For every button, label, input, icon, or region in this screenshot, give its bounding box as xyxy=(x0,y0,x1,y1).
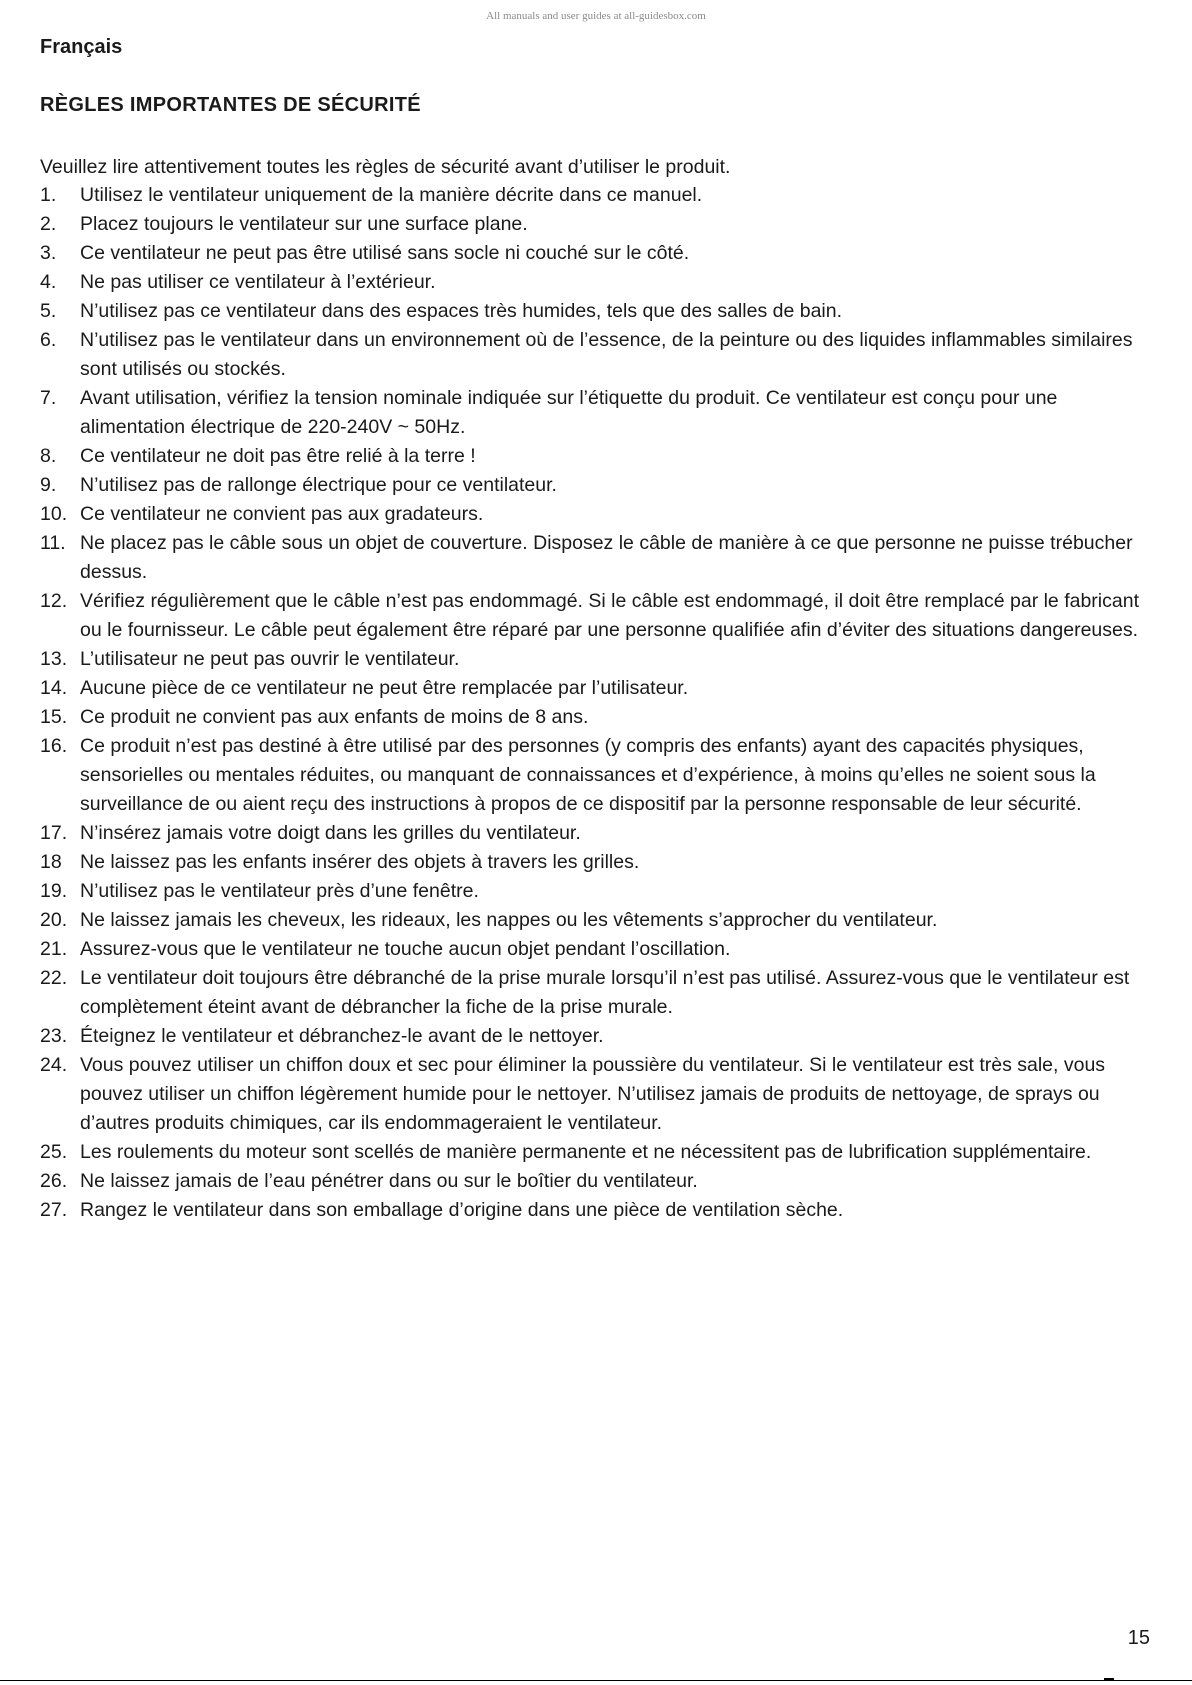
rule-number: 10. xyxy=(40,503,68,525)
rule-number: 26. xyxy=(40,1170,68,1192)
rule-item xyxy=(40,1022,1160,1051)
rule-text: Ce produit ne convient pas aux enfants de moins de 8 ans. xyxy=(80,706,589,728)
rule-text: Aucune pièce de ce ventilateur ne peut être remplacée par l’utilisateur. xyxy=(80,677,689,699)
rule-text: Le ventilateur doit toujours être débranché de la prise murale lorsqu’il n’est pas utilisé. Assurez-vous que le ventilateur est complètement éteint avant de débrancher la fiche de la prise murale. xyxy=(80,967,1130,1018)
rule-item xyxy=(40,906,1160,935)
rule-text: Les roulements du moteur sont scellés de manière permanente et ne nécessitent pas de lubrification supplémentaire. xyxy=(80,1141,1092,1163)
rule-number: 1. xyxy=(40,184,57,206)
rule-item xyxy=(40,674,1160,703)
rule-number: 15. xyxy=(40,706,68,728)
rule-text: Assurez-vous que le ventilateur ne touche aucun objet pendant l’oscillation. xyxy=(80,938,731,960)
rule-text: Utilisez le ventilateur uniquement de la manière décrite dans ce manuel. xyxy=(80,184,703,206)
rule-item xyxy=(40,819,1160,848)
rule-number: 3. xyxy=(40,242,57,264)
rule-number: 13. xyxy=(40,648,68,670)
rule-text: N’insérez jamais votre doigt dans les grilles du ventilateur. xyxy=(80,822,581,844)
rule-text: Avant utilisation, vérifiez la tension nominale indiquée sur l’étiquette du produit. Ce ventilateur est conçu pour une alimentation électrique de 220-240V ~ 50Hz. xyxy=(80,387,1058,438)
rule-number: 16. xyxy=(40,735,68,757)
rule-item xyxy=(40,1167,1160,1196)
rule-text: L’utilisateur ne peut pas ouvrir le ventilateur. xyxy=(80,648,460,670)
rule-number: 2. xyxy=(40,213,57,235)
rule-text: Ne laissez pas les enfants insérer des objets à travers les grilles. xyxy=(80,851,640,873)
rule-text: N’utilisez pas le ventilateur près d’une fenêtre. xyxy=(80,880,479,902)
rule-number: 4. xyxy=(40,271,57,293)
rule-number: 18 xyxy=(40,851,62,873)
rule-item xyxy=(40,645,1160,674)
rule-number: 20. xyxy=(40,909,68,931)
rule-text: Ne pas utiliser ce ventilateur à l’extérieur. xyxy=(80,271,436,293)
rule-number: 12. xyxy=(40,590,68,612)
safety-rules-list xyxy=(40,181,1160,1225)
rule-item xyxy=(40,587,1160,645)
rule-text: Vérifiez régulièrement que le câble n’est pas endommagé. Si le câble est endommagé, il doit être remplacé par le fabricant ou le fournisseur. Le câble peut également être réparé par une personne qualifiée afin d’éviter des situations dangereuses. xyxy=(80,590,1139,641)
rule-text: Rangez le ventilateur dans son emballage d’origine dans une pièce de ventilation sèche. xyxy=(80,1199,844,1221)
rule-text: Ce ventilateur ne doit pas être relié à la terre ! xyxy=(80,445,476,467)
rule-text: Ne laissez jamais de l’eau pénétrer dans ou sur le boîtier du ventilateur. xyxy=(80,1170,698,1192)
rule-item xyxy=(40,703,1160,732)
rule-number: 6. xyxy=(40,329,57,351)
rule-item xyxy=(40,1138,1160,1167)
rule-text: Ne laissez jamais les cheveux, les rideaux, les nappes ou les vêtements s’approcher du ventilateur. xyxy=(80,909,938,931)
rule-number: 22. xyxy=(40,967,68,989)
rule-number: 27. xyxy=(40,1199,68,1221)
section-heading: RÈGLES IMPORTANTES DE SÉCURITÉ xyxy=(40,94,421,116)
rule-item xyxy=(40,1051,1160,1138)
rule-text: Placez toujours le ventilateur sur une surface plane. xyxy=(80,213,528,235)
rule-item xyxy=(40,326,1160,384)
rule-text: N’utilisez pas de rallonge électrique pour ce ventilateur. xyxy=(80,474,557,496)
rule-item xyxy=(40,442,1160,471)
rule-item xyxy=(40,471,1160,500)
rule-number: 11. xyxy=(40,532,66,554)
footer-mark xyxy=(1104,1678,1114,1681)
rule-item xyxy=(40,964,1160,1022)
rule-number: 9. xyxy=(40,474,57,496)
watermark-text: All manuals and user guides at all-guidesbox.com xyxy=(486,10,706,22)
rule-text: Ce produit n’est pas destiné à être utilisé par des personnes (y compris des enfants) ayant des capacités physiques, sensorielles ou mentales réduites, ou manquant de connaissances et d’expérience, à moins qu’elles ne soient sous la surveillance de ou aient reçu des instructions à propos de ce dispositif par la personne responsable de leur sécurité. xyxy=(80,735,1096,815)
rule-item xyxy=(40,1196,1160,1225)
rule-number: 25. xyxy=(40,1141,68,1163)
rule-number: 8. xyxy=(40,445,57,467)
rule-number: 19. xyxy=(40,880,68,902)
rule-item xyxy=(40,181,1160,210)
rule-number: 14. xyxy=(40,677,68,699)
page-number: 15 xyxy=(1127,1627,1150,1649)
rule-item xyxy=(40,239,1160,268)
rule-text: Ce ventilateur ne convient pas aux gradateurs. xyxy=(80,503,484,525)
rule-item xyxy=(40,732,1160,819)
intro-paragraph: Veuillez lire attentivement toutes les règles de sécurité avant d’utiliser le produit. xyxy=(40,156,731,178)
rule-number: 21. xyxy=(40,938,68,960)
rule-item xyxy=(40,210,1160,239)
rule-item xyxy=(40,297,1160,326)
rule-text: Éteignez le ventilateur et débranchez-le avant de le nettoyer. xyxy=(80,1025,604,1047)
rule-text: Vous pouvez utiliser un chiffon doux et sec pour éliminer la poussière du ventilateur. Si le ventilateur est très sale, vous pouvez utiliser un chiffon légèrement humide pour le nettoyer. N’utilisez jamais de produits de nettoyage, de sprays ou d’autres produits chimiques, car ils endommageraient le ventilateur. xyxy=(80,1054,1106,1134)
rule-text: N’utilisez pas le ventilateur dans un environnement où de l’essence, de la peinture ou des liquides inflammables similaires sont utilisés ou stockés. xyxy=(80,329,1133,380)
rule-item xyxy=(40,935,1160,964)
rule-item xyxy=(40,877,1160,906)
rule-number: 17. xyxy=(40,822,68,844)
rule-text: Ce ventilateur ne peut pas être utilisé sans socle ni couché sur le côté. xyxy=(80,242,690,264)
rule-text: Ne placez pas le câble sous un objet de couverture. Disposez le câble de manière à ce que personne ne puisse trébucher dessus. xyxy=(80,532,1133,583)
language-label: Français xyxy=(40,36,123,58)
rule-number: 5. xyxy=(40,300,57,322)
rule-item xyxy=(40,268,1160,297)
rule-text: N’utilisez pas ce ventilateur dans des espaces très humides, tels que des salles de bain. xyxy=(80,300,843,322)
rule-item xyxy=(40,384,1160,442)
rule-number: 24. xyxy=(40,1054,68,1076)
rule-item xyxy=(40,848,1160,877)
rule-item xyxy=(40,529,1160,587)
rule-number: 7. xyxy=(40,387,57,409)
rule-item xyxy=(40,500,1160,529)
rule-number: 23. xyxy=(40,1025,68,1047)
footer-divider xyxy=(0,1680,1192,1681)
